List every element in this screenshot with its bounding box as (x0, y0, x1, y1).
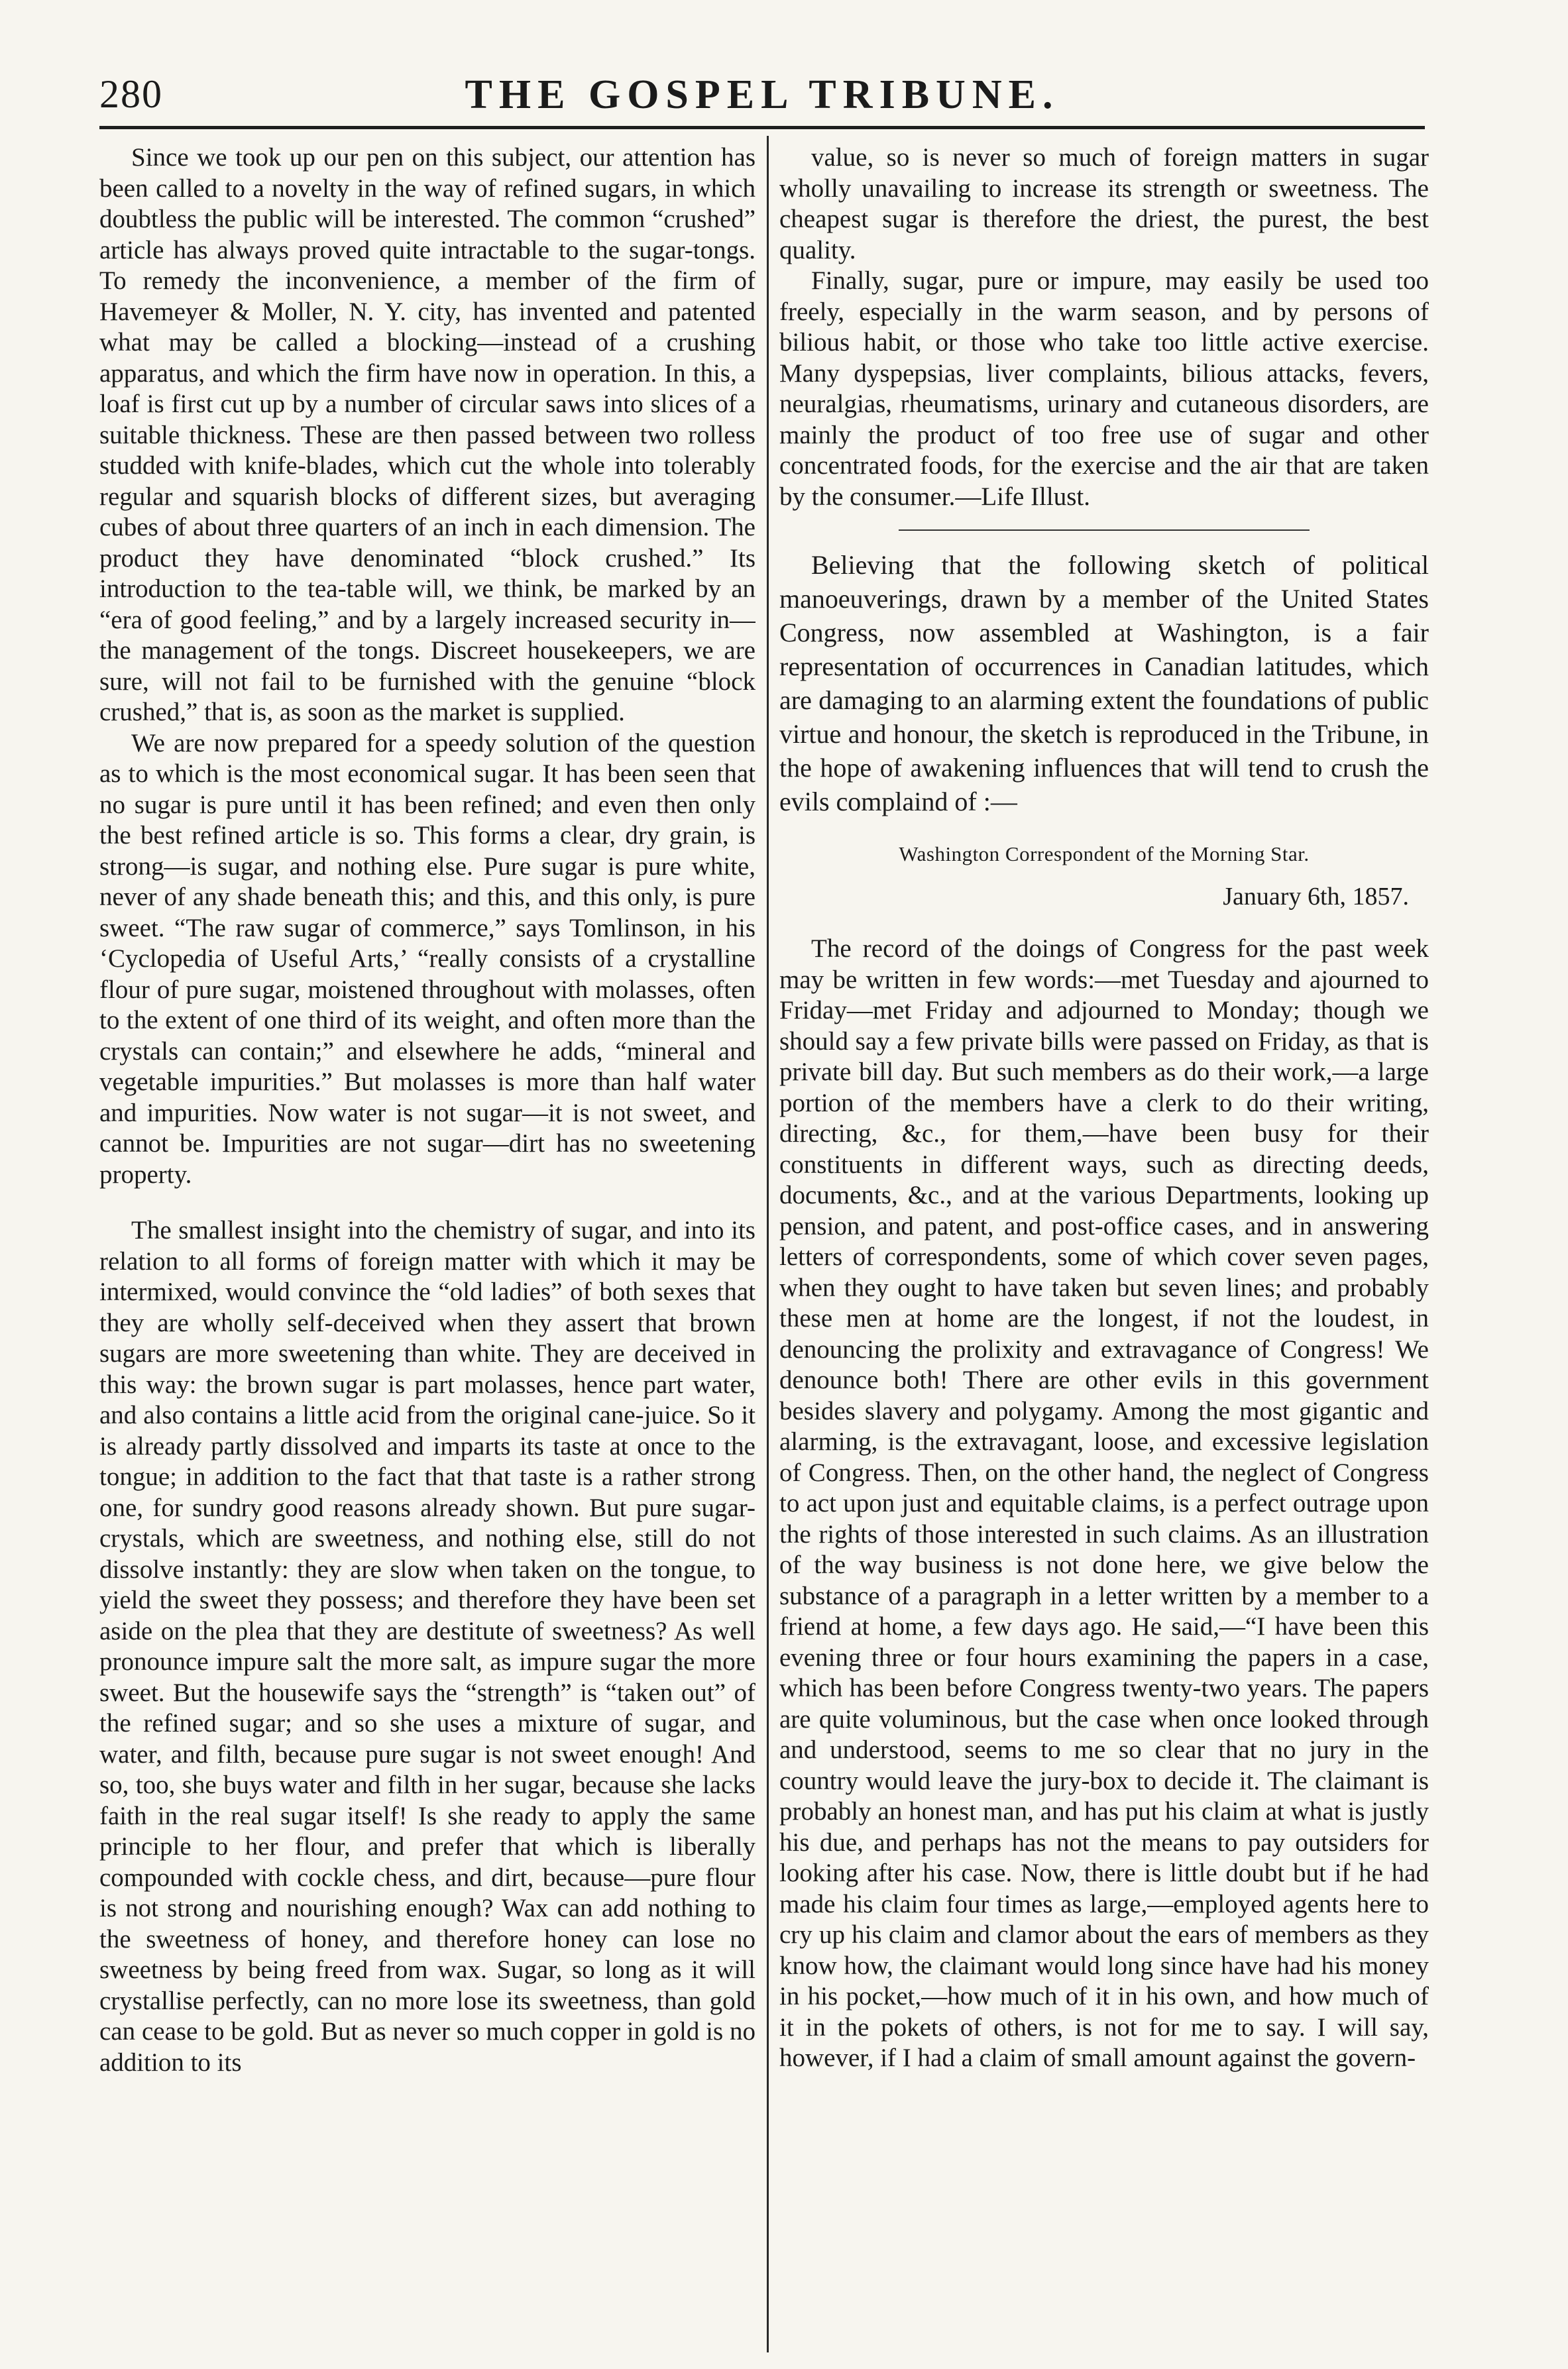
article-paragraph: The record of the doings of Congress for the past week may be written in few words:—met Tuesday and ajourned to Friday—met Friday and adjourned to Monday; though we should say a few private bills were passed on Friday, as that is private bill day. But such members as do their work,—a large portion of the members have a clerk to do their writing, directing, &c., for them,—have been busy for their constituents in different ways, such as directing deeds, documents, &c., and at the various Departments, looking up pension, and patent, and post-office cases, and in answering letters of correspondents, some of which cover seven pages, when they ought to have taken but seven lines; and probably these men at home are the longest, if not the loudest, in denouncing the prolixity and extravagance of Congress! We denounce both! There are other evils in this government besides slavery and polygamy. Among the most gigantic and alarming, is the extravagant, loose, and excessive legislation of Congress. Then, on the other hand, the neglect of Congress to act upon just and equitable claims, is a perfect outrage upon the rights of those interested in such claims. As an illustration of the way business is not done here, we give below the substance of a paragraph in a letter written by a member to a friend at home, a few days ago. He said,—“I have been this evening three or four hours examining the papers in a case, which has been before Congress twenty-two years. The papers are quite voluminous, but the case when once looked through and understood, seems to me so clear that no jury in the country would leave the jury-box to decide it. The claimant is probably an honest man, and has put his claim at what is justly his due, and perhaps has not the means to pay outsiders for looking after his case. Now, there is little doubt but if he had made his claim four times as large,—employed agents here to cry up his claim and clamor about the ears of members as they know how, the claimant would long since have had his money in his pocket,—how much of it in his own, and how much of it in the pokets of others, is not for me to say. I will say, however, if I had a claim of small amount against the govern- (779, 934, 1429, 2072)
paragraph-gap (99, 1190, 756, 1215)
article-paragraph: value, so is never so much of foreign matters in sugar wholly unavailing to increase its strength or sweetness. The cheapest sugar is therefore the driest, the purest, the best quality. (779, 143, 1429, 264)
article-paragraph: We are now prepared for a speedy solution of the question as to which is the most economical sugar. It has been seen that no sugar is pure until it has been refined; and even then only the best refined article is so. This forms a clear, dry grain, is strong—is sugar, and nothing else. Pure sugar is pure white, never of any shade beneath this; and this, and this only, is pure sweet. “The raw sugar of commerce,” says Tomlinson, in his ‘Cyclopedia of Useful Arts,’ “really consists of a crystalline flour of pure sugar, moistened throughout with molasses, often to the extent of one third of its weight, and often more than the crystals can contain;” and elsewhere he adds, “mineral and vegetable impurities.” But molasses is more than half water and impurities. Now water is not sugar—it is not sweet, and cannot be. Impurities are not sugar—dirt has no sweetening property. (99, 728, 756, 1189)
masthead-title: THE GOSPEL TRIBUNE. (465, 72, 1060, 117)
editorial-intro: Believing that the following sketch of political manoeuverings, drawn by a member of the United States Congress, now assembled at Washington, is a fair representation of occurrences in Canadian latitudes, which are damaging to an alarming extent the foundations of public virtue and honour, the sketch is reproduced in the Tribune, in the hope of awakening influences that will tend to crush the evils complaind of :— (779, 550, 1429, 816)
header-rule (99, 126, 1425, 129)
dateline: January 6th, 1857. (1223, 883, 1409, 910)
correspondent-byline: Washington Correspondent of the Morning Star. (899, 842, 1310, 865)
section-separator (899, 529, 1310, 531)
article-paragraph: The smallest insight into the chemistry of sugar, and into its relation to all forms of foreign matter with which it may be intermixed, would convince the “old ladies” of both sexes that they are wholly self-deceived when they assert that brown sugars are more sweetening than white. They are deceived in this way: the brown sugar is part molasses, hence part water, and also contains a little acid from the original cane-juice. So it is already partly dissolved and imparts its taste at once to the tongue; in addition to the fact that that taste is a rather strong one, for sundry good reasons already shown. But pure sugar-crystals, which are sweetness, and nothing else, still do not dissolve instantly: they are slow when taken on the tongue, to yield the sweet they possess; and therefore they have been set aside on the plea that they are destitute of sweetness? As well pronounce impure salt the more salt, as impure sugar the more sweet. But the housewife says the “strength” is “taken out” of the refined sugar; and so she uses a mixture of sugar, and water, and filth, because pure sugar is not sweet enough! And so, too, she buys water and filth in her sugar, because she lacks faith in the real sugar itself! Is she ready to apply the same principle to her flour, and prefer that which is liberally compounded with cockle chess, and dirt, because—pure flour is not strong and nourishing enough? Wax can add nothing to the sweetness of honey, and therefore honey can lose no sweetness by being freed from wax. Sugar, so long as it will crystallise perfectly, can no more lose its sweetness, than gold can cease to be gold. But as never so much copper in gold is no addition to its (99, 1216, 756, 2077)
column-divider (767, 136, 769, 2352)
right-column (779, 142, 1429, 2356)
article-paragraph: Since we took up our pen on this subject, our attention has been called to a novelty in the way of refined sugars, in which doubtless the public will be interested. The common “crushed” article has always proved quite intractable to the sugar-tongs. To remedy the inconvenience, a member of the firm of Havemeyer & Moller, N. Y. city, has invented and patented what may be called a blocking—instead of a crushing apparatus, and which the firm have now in operation. In this, a loaf is first cut up by a number of circular saws into slices of a suitable thickness. These are then passed between two rolless studded with knife-blades, which cut the whole into tolerably regular and squarish blocks of different sizes, but averaging cubes of about three quarters of an inch in each dimension. The product they have denominated “block crushed.” Its introduction to the tea-table will, we think, be marked by an “era of good feeling,” and by a largely increased security in—the management of the tongs. Discreet housekeepers, we are sure, will not fail to be furnished with the genuine “block crushed,” that is, as soon as the market is supplied. (99, 143, 756, 726)
page-number: 280 (99, 72, 163, 116)
left-column (99, 142, 756, 2356)
article-paragraph: Finally, sugar, pure or impure, may easily be used too freely, especially in the warm season, and by persons of bilious habit, or those who take too little active exercise. Many dyspepsias, liver complaints, bilious attacks, fevers, neuralgias, rheumatisms, urinary and cutaneous disorders, are mainly the product of too free use of sugar and other concentrated foods, for the exercise and the air that are taken by the consumer.—Life Illust. (779, 266, 1429, 511)
page-header (99, 72, 1425, 131)
